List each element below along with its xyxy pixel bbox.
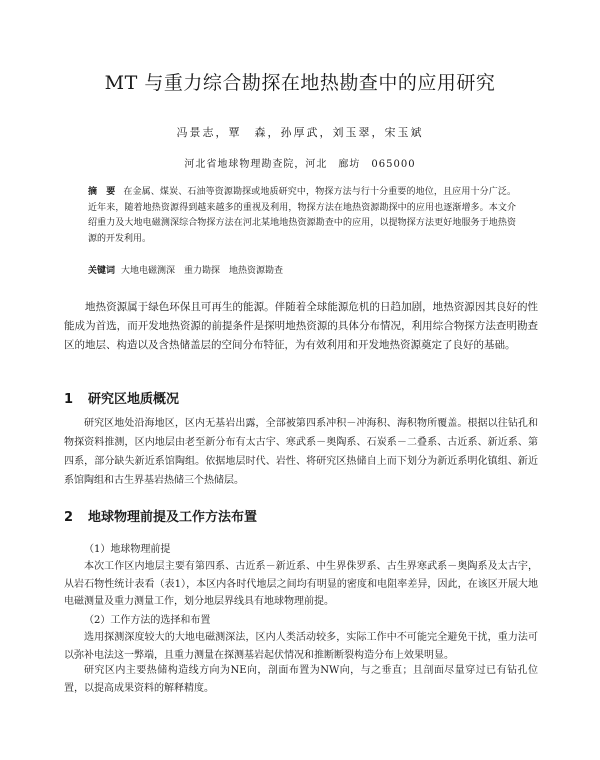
keywords [88, 264, 516, 278]
section-1-title: 研究区地质概况 [88, 392, 180, 407]
paper-title: MT 与重力综合勘探在地热勘查中的应用研究 [104, 72, 496, 94]
subsection-2-2-title: （2）工作方法的选择和布置 [84, 615, 211, 626]
subsection-2-2-paragraph-2: 研究区内主要热储构造线方向为NE向，剖面布置为NW向，与之垂直；且剖面尽量穿过已有钻孔位置，以提高成果资料的解释精度。 [64, 665, 538, 694]
section-2-title: 地球物理前提及工作方法布置 [88, 510, 258, 525]
section-1-paragraph: 研究区地处沿海地区，区内无基岩出露，全部被第四系冲积－冲海积、海积物所覆盖。根据以往钻孔和物探资料推测，区内地层由老至新分布有太古宇、寒武系－奥陶系、石炭系－二叠系、古近系、新近系、第四系，部分缺失新近系馆陶组。依据地层时代、岩性、将研究区热储自上而下划分为新近系明化镇组、新近系馆陶组和古生界基岩热储三个热储层。 [64, 418, 538, 486]
abstract-text: 在金属、煤炭、石油等资源勘探或地质研究中，物探方法与行十分重要的地位，且应用十分广泛。近年来，随着地热资源得到越来越多的重视及利用，物探方法在地热资源勘探中的应用也逐渐增多。本文介绍重力及大地电磁测深综合物探方法在河北某地地热资源勘查中的应用，以提物探方法更好地服务于地热资源的开发利用。 [88, 187, 516, 244]
author-affiliation: 河北省地球物理勘查院，河北 廊坊 065000 [184, 159, 416, 170]
subsection-2-2-paragraph-1: 选用探测深度较大的大地电磁测深法，区内人类活动较多，实际工作中不可能完全避免干扰，重力法可以弥补电法这一弊端，且重力测量在探测基岩起伏情况和推断断裂构造分布上效果明显。 [64, 632, 538, 661]
section-2-heading [64, 506, 538, 525]
abstract [88, 185, 516, 247]
subsection-2-1-title: （1）地球物理前提 [84, 544, 171, 555]
author-list: 冯景志，覃 森，孙厚武，刘玉翠，宋玉斌 [176, 126, 424, 139]
keywords-text: 大地电磁测深 重力勘探 地热资源勘查 [121, 266, 284, 276]
subsection-2-1-paragraph: 本次工作区内地层主要有第四系、古近系－新近系、中生界侏罗系、古生界寒武系－奥陶系及太古宇，从岩石物性统计表看（表1），本区内各时代地层之间均有明显的密度和电阻率差异，因此，在该区开展大地电磁测量及重力测量工作，划分地层界线具有地球物理前提。 [64, 561, 538, 607]
intro-paragraph: 地热资源属于绿色环保且可再生的能源。伴随着全球能源危机的日趋加剧，地热资源因其良好的性能成为首选，而开发地热资源的前提条件是探明地热资源的具体分布情况，利用综合物探方法查明勘查区的地层、构造以及含热储盖层的空间分布特征，为有效利用和开发地热资源奠定了良好的基础。 [64, 301, 538, 351]
section-1-number: 1 [64, 392, 74, 407]
section-1-heading [64, 388, 538, 407]
section-2-number: 2 [64, 510, 74, 525]
keywords-label: 关键词 [88, 266, 116, 276]
abstract-label: 摘 要 [88, 187, 116, 197]
